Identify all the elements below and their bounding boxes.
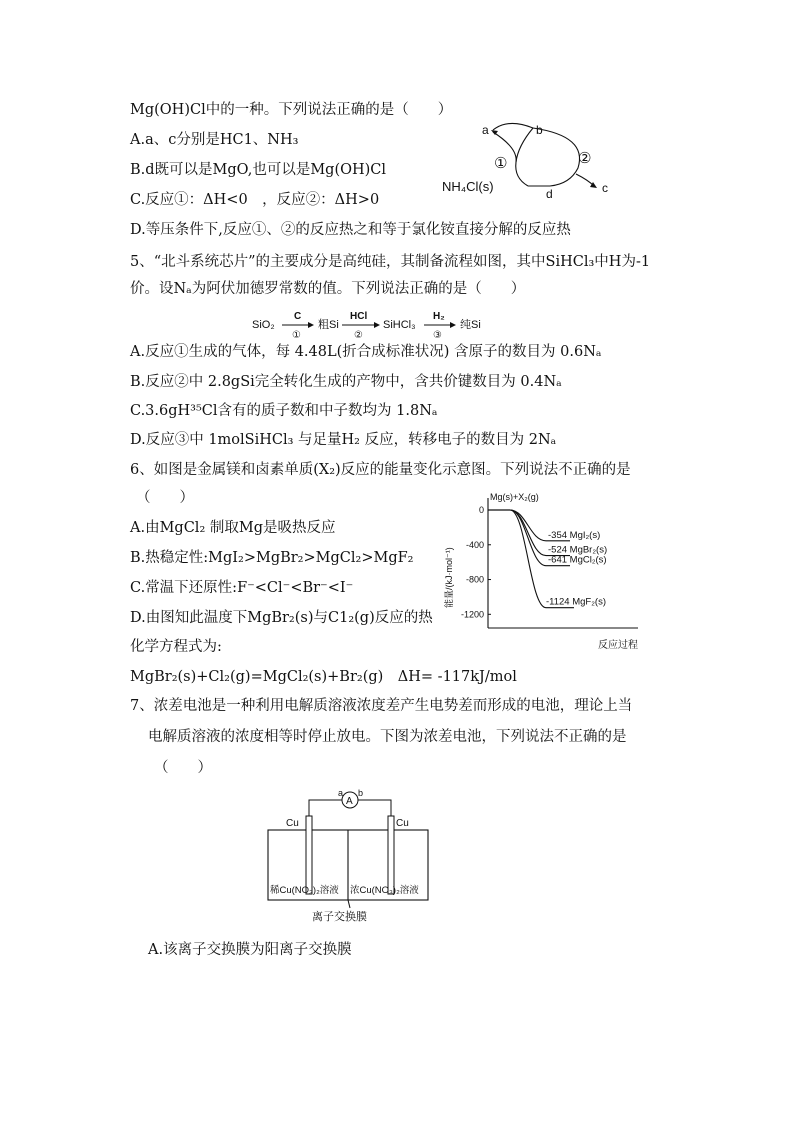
flow-step-3: ③ [433,330,442,341]
y-tick-label: -800 [465,574,484,585]
q4-stem-tail: Mg(OH)Cl中的一种。下列说法正确的是（ ） [130,102,453,118]
q7-cell-diagram [262,786,432,926]
q6-option-d-line1: D.由图知此温度下MgBr₂(s)与C1₂(g)反应的热 [130,610,433,626]
cycle-nh4cl-label: NH₄Cl(s) [442,179,494,194]
y-tick-label: 0 [478,505,484,515]
q4-cycle-diagram [438,118,618,200]
q7-stem-line1: 7、浓差电池是一种利用电解质溶液浓度差产生电势差而形成的电池，理论上当 [130,698,633,714]
cycle-label-d: d [546,187,553,200]
right-solution-label: 浓Cu(NO₃)₂溶液 [350,885,419,896]
left-solution-label: 稀Cu(NO₃)₂溶液 [270,885,339,896]
cycle-label-a: a [482,123,489,137]
q7-option-a: A.该离子交换膜为阳离子交换膜 [148,942,352,958]
q5-option-a: A.反应①生成的气体，每 4.48L(折合成标准状况) 含原子的数目为 0.6Nₐ [130,344,602,360]
y-tick-label: -400 [465,539,484,550]
q4-option-b: B.d既可以是MgO,也可以是Mg(OH)Cl [130,162,387,178]
flow-crude-si: 粗Si [318,319,339,331]
chart-x-label: 反应过程 [598,640,638,651]
q4-option-a: A.a、c分别是HC1、NH₃ [130,132,299,148]
flow-step-1: ① [292,330,301,341]
flow-reagent-c: C [294,311,302,322]
terminal-a: a [338,788,344,798]
electrode-left-label: Cu [286,818,299,829]
q6-option-a: A.由MgCl₂ 制取Mg是吸热反应 [130,520,336,536]
cycle-step-1: ① [494,155,508,172]
q6-stem-line1: 6、如图是金属镁和卤素单质(X₂)反应的能量变化示意图。下列说法不正确的是 [130,462,631,478]
q5-stem-line2: 价。设Nₐ为阿伏加德罗常数的值。下列说法正确的是（ ） [130,281,526,297]
cycle-label-b: b [536,123,543,137]
flow-reagent-h2: H₂ [433,311,445,322]
chart-start-label: Mg(s)+X₂(g) [490,492,539,502]
flow-sihcl3: SiHCl₃ [383,319,416,331]
y-tick-label: -1200 [460,609,484,620]
q6-stem-line2: （ ） [136,490,194,506]
q5-option-d: D.反应③中 1molSiHCl₃ 与足量H₂ 反应，转移电子的数目为 2Nₐ [130,432,557,448]
q6-option-d-equation: MgBr₂(s)+Cl₂(g)=MgCl₂(s)+Br₂(g) ΔH= -117kJ/mol [130,669,517,685]
q5-option-b: B.反应②中 2.8gSi完全转化生成的产物中，含共价键数目为 0.4Nₐ [130,374,562,390]
flow-pure-si: 纯Si [460,319,481,331]
q6-option-c: C.常温下还原性:F⁻<Cl⁻<Br⁻<I⁻ [130,580,354,596]
ammeter-label: A [346,796,353,807]
electrode-right-label: Cu [396,818,409,829]
q6-option-d-line2: 化学方程式为: [130,639,222,655]
cell-left-electrode [306,816,312,894]
q6-option-b: B.热稳定性:MgI₂>MgBr₂>MgCl₂>MgF₂ [130,550,414,566]
energy-curve-label: -641 MgCl₂(s) [548,554,607,566]
energy-curve-label: -524 MgBr₂(s) [548,544,608,556]
cell-right-electrode [388,816,394,894]
q5-stem-line1: 5、“北斗系统芯片”的主要成分是高纯硅，其制备流程如图，其中SiHCl₃中H为-1 [130,254,651,270]
q5-flow-diagram [250,304,500,342]
flow-sio2: SiO₂ [252,319,275,331]
q5-option-c: C.3.6gH³⁵Cl含有的质子数和中子数均为 1.8Nₐ [130,403,438,419]
q4-option-d: D.等压条件下,反应①、②的反应热之和等于氯化铵直接分解的反应热 [130,222,571,238]
cycle-step-2: ② [578,150,592,167]
flow-step-2: ② [354,330,363,341]
membrane-label: 离子交换膜 [312,911,367,923]
q6-energy-chart [438,488,648,656]
terminal-b: b [358,788,364,798]
chart-y-label: 能量/(kJ·mol⁻¹) [444,547,454,608]
energy-curve-label: -354 MgI₂(s) [548,529,601,541]
cycle-label-c: c [602,181,608,195]
q7-stem-line2: 电解质溶液的浓度相等时停止放电。下图为浓差电池，下列说法不正确的是 [148,729,627,745]
energy-curve-label: -1124 MgF₂(s) [546,596,606,608]
flow-reagent-hcl: HCl [350,311,368,322]
q4-option-c: C.反应①：ΔH<0 ，反应②：ΔH>0 [130,192,380,208]
q7-stem-line3: （ ） [154,760,212,776]
